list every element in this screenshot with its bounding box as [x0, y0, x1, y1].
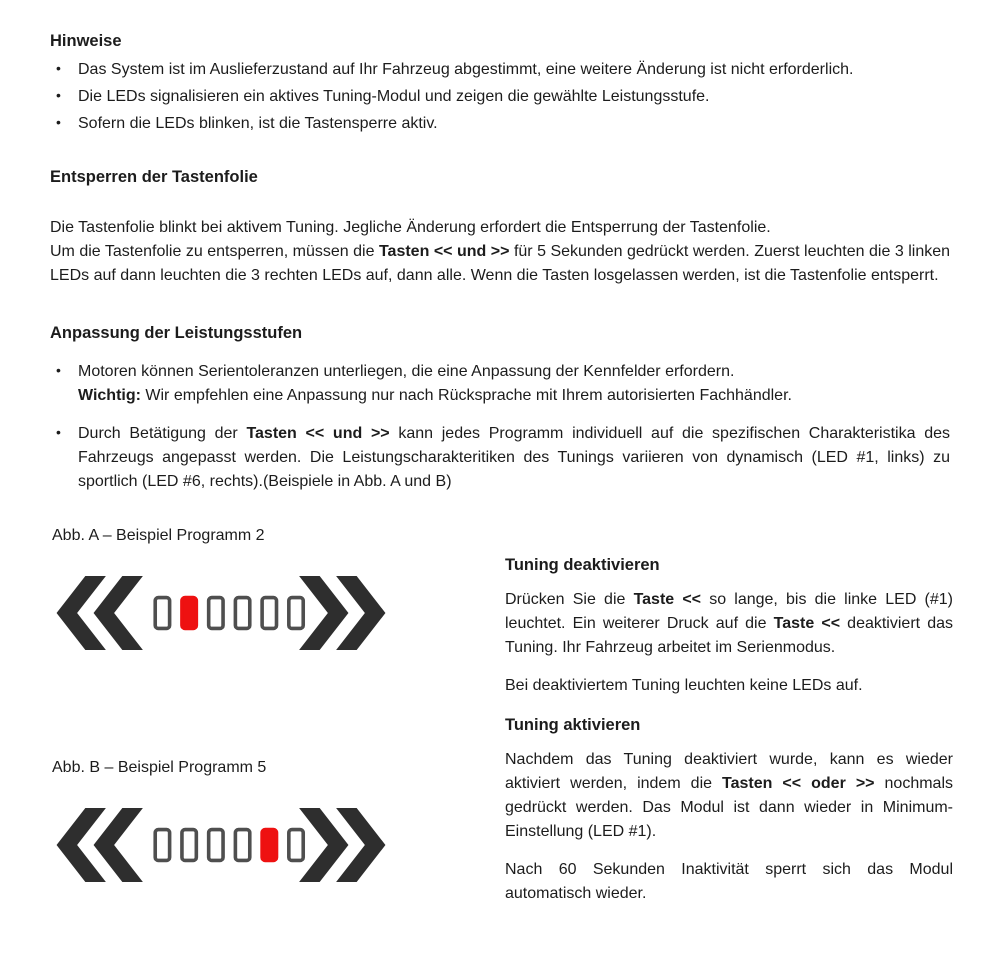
- led-indicator: [289, 597, 303, 628]
- section-title-hinweise: Hinweise: [50, 32, 122, 50]
- led-display-figure-a: [56, 576, 386, 650]
- bullet-text: Die LEDs signalisieren ein aktives Tuning-Modul und zeigen die gewählte Leistungsstufe.: [78, 87, 710, 105]
- bullet-text: Das System ist im Auslieferzustand auf Ihr Fahrzeug abgestimmt, eine weitere Änderung ist nicht erforderlich.: [78, 60, 854, 78]
- hinweise-bullet-list: [50, 58, 950, 136]
- double-chevron-right-icon: [299, 576, 385, 650]
- bullet-item: [50, 360, 950, 408]
- led-indicator: [155, 829, 169, 860]
- entsperren-paragraph-2: Um die Tastenfolie zu entsperren, müssen die Tasten << und >> für 5 Sekunden gedrückt werden. Zuerst leuchten die 3 linken LEDs auf dann leuchten die 3 rechten LEDs auf, dann alle. Wenn die Tasten losgelassen werden, ist die Tastenfolie entsperrt.: [50, 242, 951, 284]
- bullet-item: [50, 85, 950, 109]
- bullet-item: [50, 58, 950, 82]
- bullet-dot: •: [56, 59, 61, 76]
- double-chevron-left-icon: [57, 576, 143, 650]
- figure-caption-a: Abb. A – Beispiel Programm 2: [52, 526, 265, 544]
- bullet-dot: •: [56, 113, 61, 130]
- deaktivieren-paragraph-2: Bei deaktiviertem Tuning leuchten keine LEDs auf.: [505, 676, 863, 694]
- led-indicator: [182, 829, 196, 860]
- instructions-column: [505, 554, 953, 906]
- led-indicator: [262, 597, 276, 628]
- led-indicator: [235, 829, 249, 860]
- led-indicator: [289, 829, 303, 860]
- section-title-tuning-deaktivieren: Tuning deaktivieren: [505, 555, 660, 574]
- double-chevron-right-icon: [299, 808, 385, 882]
- led-indicator: [209, 597, 223, 628]
- led-indicator: [209, 829, 223, 860]
- section-title-entsperren: Entsperren der Tastenfolie: [50, 167, 258, 186]
- aktivieren-paragraph-2: Nach 60 Sekunden Inaktivität sperrt sich das Modul automatisch wieder.: [505, 860, 953, 902]
- led-display-figure-b: [56, 808, 386, 882]
- bullet-dot: •: [56, 86, 61, 103]
- bullet-item: [50, 112, 950, 136]
- anpassung-bullet-list: [50, 360, 950, 494]
- double-chevron-left-icon: [57, 808, 143, 882]
- section-title-tuning-aktivieren: Tuning aktivieren: [505, 715, 641, 734]
- led-strip: [155, 597, 303, 628]
- section-title-anpassung: Anpassung der Leistungsstufen: [50, 323, 303, 342]
- entsperren-paragraph-1: Die Tastenfolie blinkt bei aktivem Tuning. Jegliche Änderung erfordert die Entsperrung der Tastenfolie.: [50, 218, 771, 236]
- led-strip: [155, 829, 303, 860]
- led-indicator: [155, 597, 169, 628]
- bullet-text: Durch Betätigung der Tasten << und >> kann jedes Programm individuell auf die spezifischen Charakteristika des Fahrzeugs angepasst werden. Die Leistungscharakteritiken des Tunings variieren von dynamisch (LED #1, links) zu sportlich (LED #6, rechts).(Beispiele in Abb. A und B): [78, 424, 951, 490]
- figures-and-instructions-area: [50, 524, 954, 944]
- led-indicator: [262, 829, 276, 860]
- figure-caption-b: Abb. B – Beispiel Programm 5: [52, 758, 267, 776]
- aktivieren-paragraph-1: Nachdem das Tuning deaktiviert wurde, kann es wieder aktiviert werden, indem die Tasten << oder >> nochmals gedrückt werden. Das Modul ist dann wieder in Minimum-Einstellung (LED #1).: [505, 750, 954, 840]
- led-indicator: [182, 597, 196, 628]
- bullet-text: Sofern die LEDs blinken, ist die Tastensperre aktiv.: [78, 114, 438, 132]
- deaktivieren-paragraph-1: Drücken Sie die Taste << so lange, bis die linke LED (#1) leuchtet. Ein weiterer Druck auf die Taste << deaktiviert das Tuning. Ihr Fahrzeug arbeitet im Serienmodus.: [505, 590, 954, 656]
- bullet-text: Motoren können Serientoleranzen unterliegen, die eine Anpassung der Kennfelder erfordern. Wichtig: Wir empfehlen eine Anpassung nur nach Rücksprache mit Ihrem autorisierten Fachhändler.: [78, 362, 792, 404]
- led-indicator: [235, 597, 249, 628]
- bullet-dot: •: [56, 423, 61, 440]
- bullet-item: [50, 422, 950, 494]
- bullet-dot: •: [56, 361, 61, 378]
